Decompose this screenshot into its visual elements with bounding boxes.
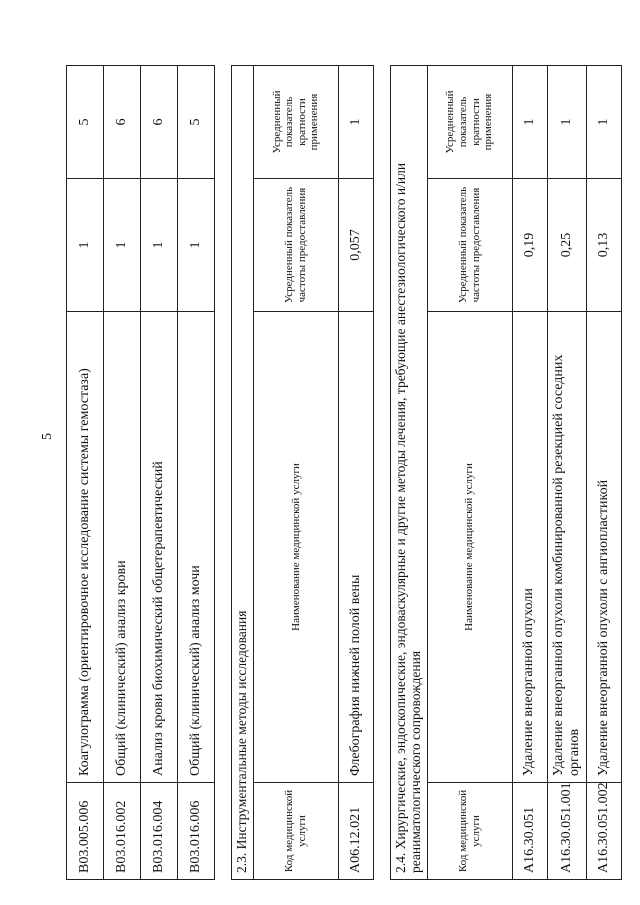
table-row — [338, 66, 373, 880]
service-name: Удаление внеорганной опухоли — [512, 312, 547, 783]
header-name: Наименование медицинской услуги — [253, 312, 338, 783]
header-multiplicity: Усредненный показатель кратности применения — [253, 66, 338, 179]
multiplicity-value: 6 — [104, 66, 141, 179]
multiplicity-value: 1 — [512, 66, 547, 179]
frequency-value: 1 — [178, 179, 215, 312]
service-code: B03.016.002 — [104, 783, 141, 880]
table-row — [512, 66, 547, 880]
frequency-value: 1 — [104, 179, 141, 312]
section-2-4-title: 2.4. Хирургические, эндоскопические, эндоваскулярные и другие методы лечения, требующие анестезиологического и/или реаниматологического сопровождения — [390, 65, 427, 880]
table-row — [67, 66, 104, 880]
table-row — [178, 66, 215, 880]
instrumental-methods-table — [253, 65, 374, 880]
multiplicity-value: 5 — [178, 66, 215, 179]
service-name: Флебография нижней полой вены — [338, 312, 373, 783]
multiplicity-value: 6 — [141, 66, 178, 179]
table-row — [586, 66, 621, 880]
table-row — [141, 66, 178, 880]
header-multiplicity: Усредненный показатель кратности применения — [427, 66, 512, 179]
header-code: Код медицинской услуги — [427, 783, 512, 880]
service-name: Общий (клинический) анализ мочи — [178, 312, 215, 783]
service-name: Удаление внеорганной опухоли с ангиопластикой — [586, 312, 621, 783]
frequency-value: 0,13 — [586, 179, 621, 312]
header-frequency: Усредненный показатель частоты предоставления — [427, 179, 512, 312]
table-header — [253, 66, 338, 880]
frequency-value: 0,19 — [512, 179, 547, 312]
service-name: Анализ крови биохимический общетерапевтический — [141, 312, 178, 783]
header-name: Наименование медицинской услуги — [427, 312, 512, 783]
service-code: B03.016.006 — [178, 783, 215, 880]
service-name: Общий (клинический) анализ крови — [104, 312, 141, 783]
service-code: A16.30.051 — [512, 783, 547, 880]
section-2-3-title: 2.3. Инструментальные методы исследования — [231, 65, 253, 880]
table-row — [547, 66, 586, 880]
surgical-methods-table — [427, 65, 622, 880]
service-name: Коагулограмма (ориентировочное исследование системы гемостаза) — [67, 312, 104, 783]
frequency-value: 0,25 — [547, 179, 586, 312]
document-sheet — [66, 65, 611, 880]
header-code: Код медицинской услуги — [253, 783, 338, 880]
multiplicity-value: 1 — [586, 66, 621, 179]
service-code: A16.30.051.002 — [586, 783, 621, 880]
frequency-value: 0,057 — [338, 179, 373, 312]
service-name: Удаление внеорганной опухоли комбинированной резекцией соседних органов — [547, 312, 586, 783]
table-header — [427, 66, 512, 880]
multiplicity-value: 5 — [67, 66, 104, 179]
frequency-value: 1 — [67, 179, 104, 312]
multiplicity-value: 1 — [547, 66, 586, 179]
service-code: B03.016.004 — [141, 783, 178, 880]
service-code: B03.005.006 — [67, 783, 104, 880]
table-row — [104, 66, 141, 880]
service-code: A16.30.051.001 — [547, 783, 586, 880]
page-number: 5 — [40, 433, 55, 440]
lab-tests-table — [66, 65, 215, 880]
header-frequency: Усредненный показатель частоты предоставления — [253, 179, 338, 312]
multiplicity-value: 1 — [338, 66, 373, 179]
service-code: A06.12.021 — [338, 783, 373, 880]
frequency-value: 1 — [141, 179, 178, 312]
